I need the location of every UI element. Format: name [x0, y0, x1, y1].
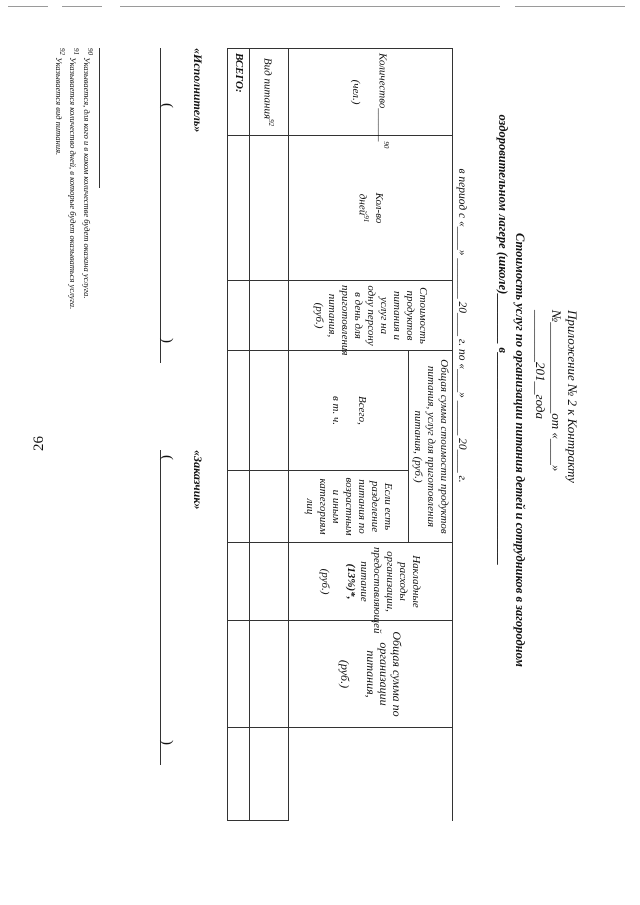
- overhead-percent: (13%)*,: [345, 563, 358, 600]
- customer-label: «Заказчик»: [191, 450, 205, 510]
- header-total-all: [289, 351, 409, 471]
- data-cell: [250, 621, 289, 728]
- type-label: Вид питания: [261, 57, 274, 120]
- footnote-number: 91: [72, 48, 81, 55]
- data-cell: [250, 281, 289, 351]
- footnote-rule: [99, 48, 100, 188]
- appendix-line-1: Приложение № 2 к Контракту: [565, 310, 580, 483]
- data-cell: [250, 543, 289, 621]
- period-row: в период с «____» _______ 20____ г. по «____» ______ 20____ г.: [453, 49, 471, 821]
- header-cost-per-person: Стоимость продуктов питания и услуг на одну персону в день для приготовления питания, (руб.): [289, 281, 453, 351]
- executor-paren-close: ): [159, 338, 175, 343]
- customer-paren-open: (: [159, 455, 175, 460]
- days-label-2: дней: [356, 193, 369, 216]
- quantity-footnote-ref: 90: [381, 141, 390, 149]
- document-title: [494, 40, 528, 860]
- page-number: 26: [31, 436, 47, 451]
- data-cell: [228, 351, 250, 471]
- footnote-90: [81, 48, 95, 608]
- footnote-92: [54, 48, 68, 608]
- footnote-text: Указывается количество дней, в которые будет оказываться услуга.: [68, 57, 79, 310]
- executor-sign-line: [160, 48, 161, 363]
- data-cell: [228, 728, 250, 821]
- footnote-number: 92: [58, 48, 67, 55]
- data-cell: [250, 136, 289, 281]
- executor-label: «Исполнитель»: [191, 48, 205, 133]
- data-cell: [228, 621, 250, 728]
- days-footnote-ref: 91: [362, 215, 371, 223]
- spacer: [409, 728, 453, 821]
- data-cell: [250, 471, 289, 543]
- spacer: [289, 728, 409, 821]
- data-cell: [228, 281, 250, 351]
- cost-table: [227, 48, 470, 821]
- footnote-text: Указывается вид питания.: [54, 57, 65, 156]
- data-cell: [250, 728, 289, 821]
- data-cell: [228, 543, 250, 621]
- header-overhead: [289, 543, 453, 634]
- title-line-1: Стоимость услуг по организации питания детей и сотрудников в загородном: [513, 233, 527, 667]
- quantity-unit: (чел.): [350, 79, 363, 105]
- days-label: Кол-во: [373, 192, 386, 224]
- footnote-91: [67, 48, 81, 608]
- executor-signature: [155, 48, 175, 363]
- appendix-line-2: №______________от «____» ________201__года: [533, 310, 564, 472]
- type-footnote-ref: 92: [267, 119, 276, 127]
- type-cell: [250, 49, 289, 136]
- header-division: Если есть разделение питания по возрастным и иным категориям лиц: [289, 471, 409, 543]
- footnotes: [54, 48, 95, 608]
- customer-signature: [155, 450, 175, 765]
- incl-label: в т. ч.: [330, 395, 342, 426]
- rotated-page-content: [40, 0, 600, 880]
- customer-paren-close: ): [159, 740, 175, 745]
- data-cell: [228, 471, 250, 543]
- total-all-label: Всего,: [356, 396, 368, 425]
- header-quantity: Количество______$^{90}$ (чел.): [289, 49, 453, 136]
- header-days: [289, 136, 453, 281]
- total-row-label: ВСЕГО:: [228, 49, 250, 136]
- data-cell: [250, 351, 289, 471]
- title-line-2: оздоровительном лагере (школе)________ в__________________________________: [496, 114, 510, 566]
- quantity-label: Количество: [376, 53, 389, 109]
- header-grand-total: [289, 621, 453, 728]
- customer-sign-line: [160, 450, 161, 765]
- footnote-number: 90: [86, 48, 94, 55]
- overhead-unit: (руб.): [319, 568, 332, 595]
- data-cell: [228, 136, 250, 281]
- header-total-cost: Общая сумма стоимости продуктов питания, услуг для приготовления питания, (руб.): [409, 351, 453, 543]
- grand-label: Общая сумма по организации питания,: [364, 631, 404, 717]
- executor-paren-open: (: [159, 103, 175, 108]
- footnote-text: Указывается, для кого и в каком количестве будет оказана услуга.: [82, 57, 93, 299]
- overhead-label: Накладные расходы организации, предоставляющей питание: [358, 547, 423, 634]
- grand-unit: (руб.): [338, 659, 352, 689]
- appendix-header: [532, 310, 580, 550]
